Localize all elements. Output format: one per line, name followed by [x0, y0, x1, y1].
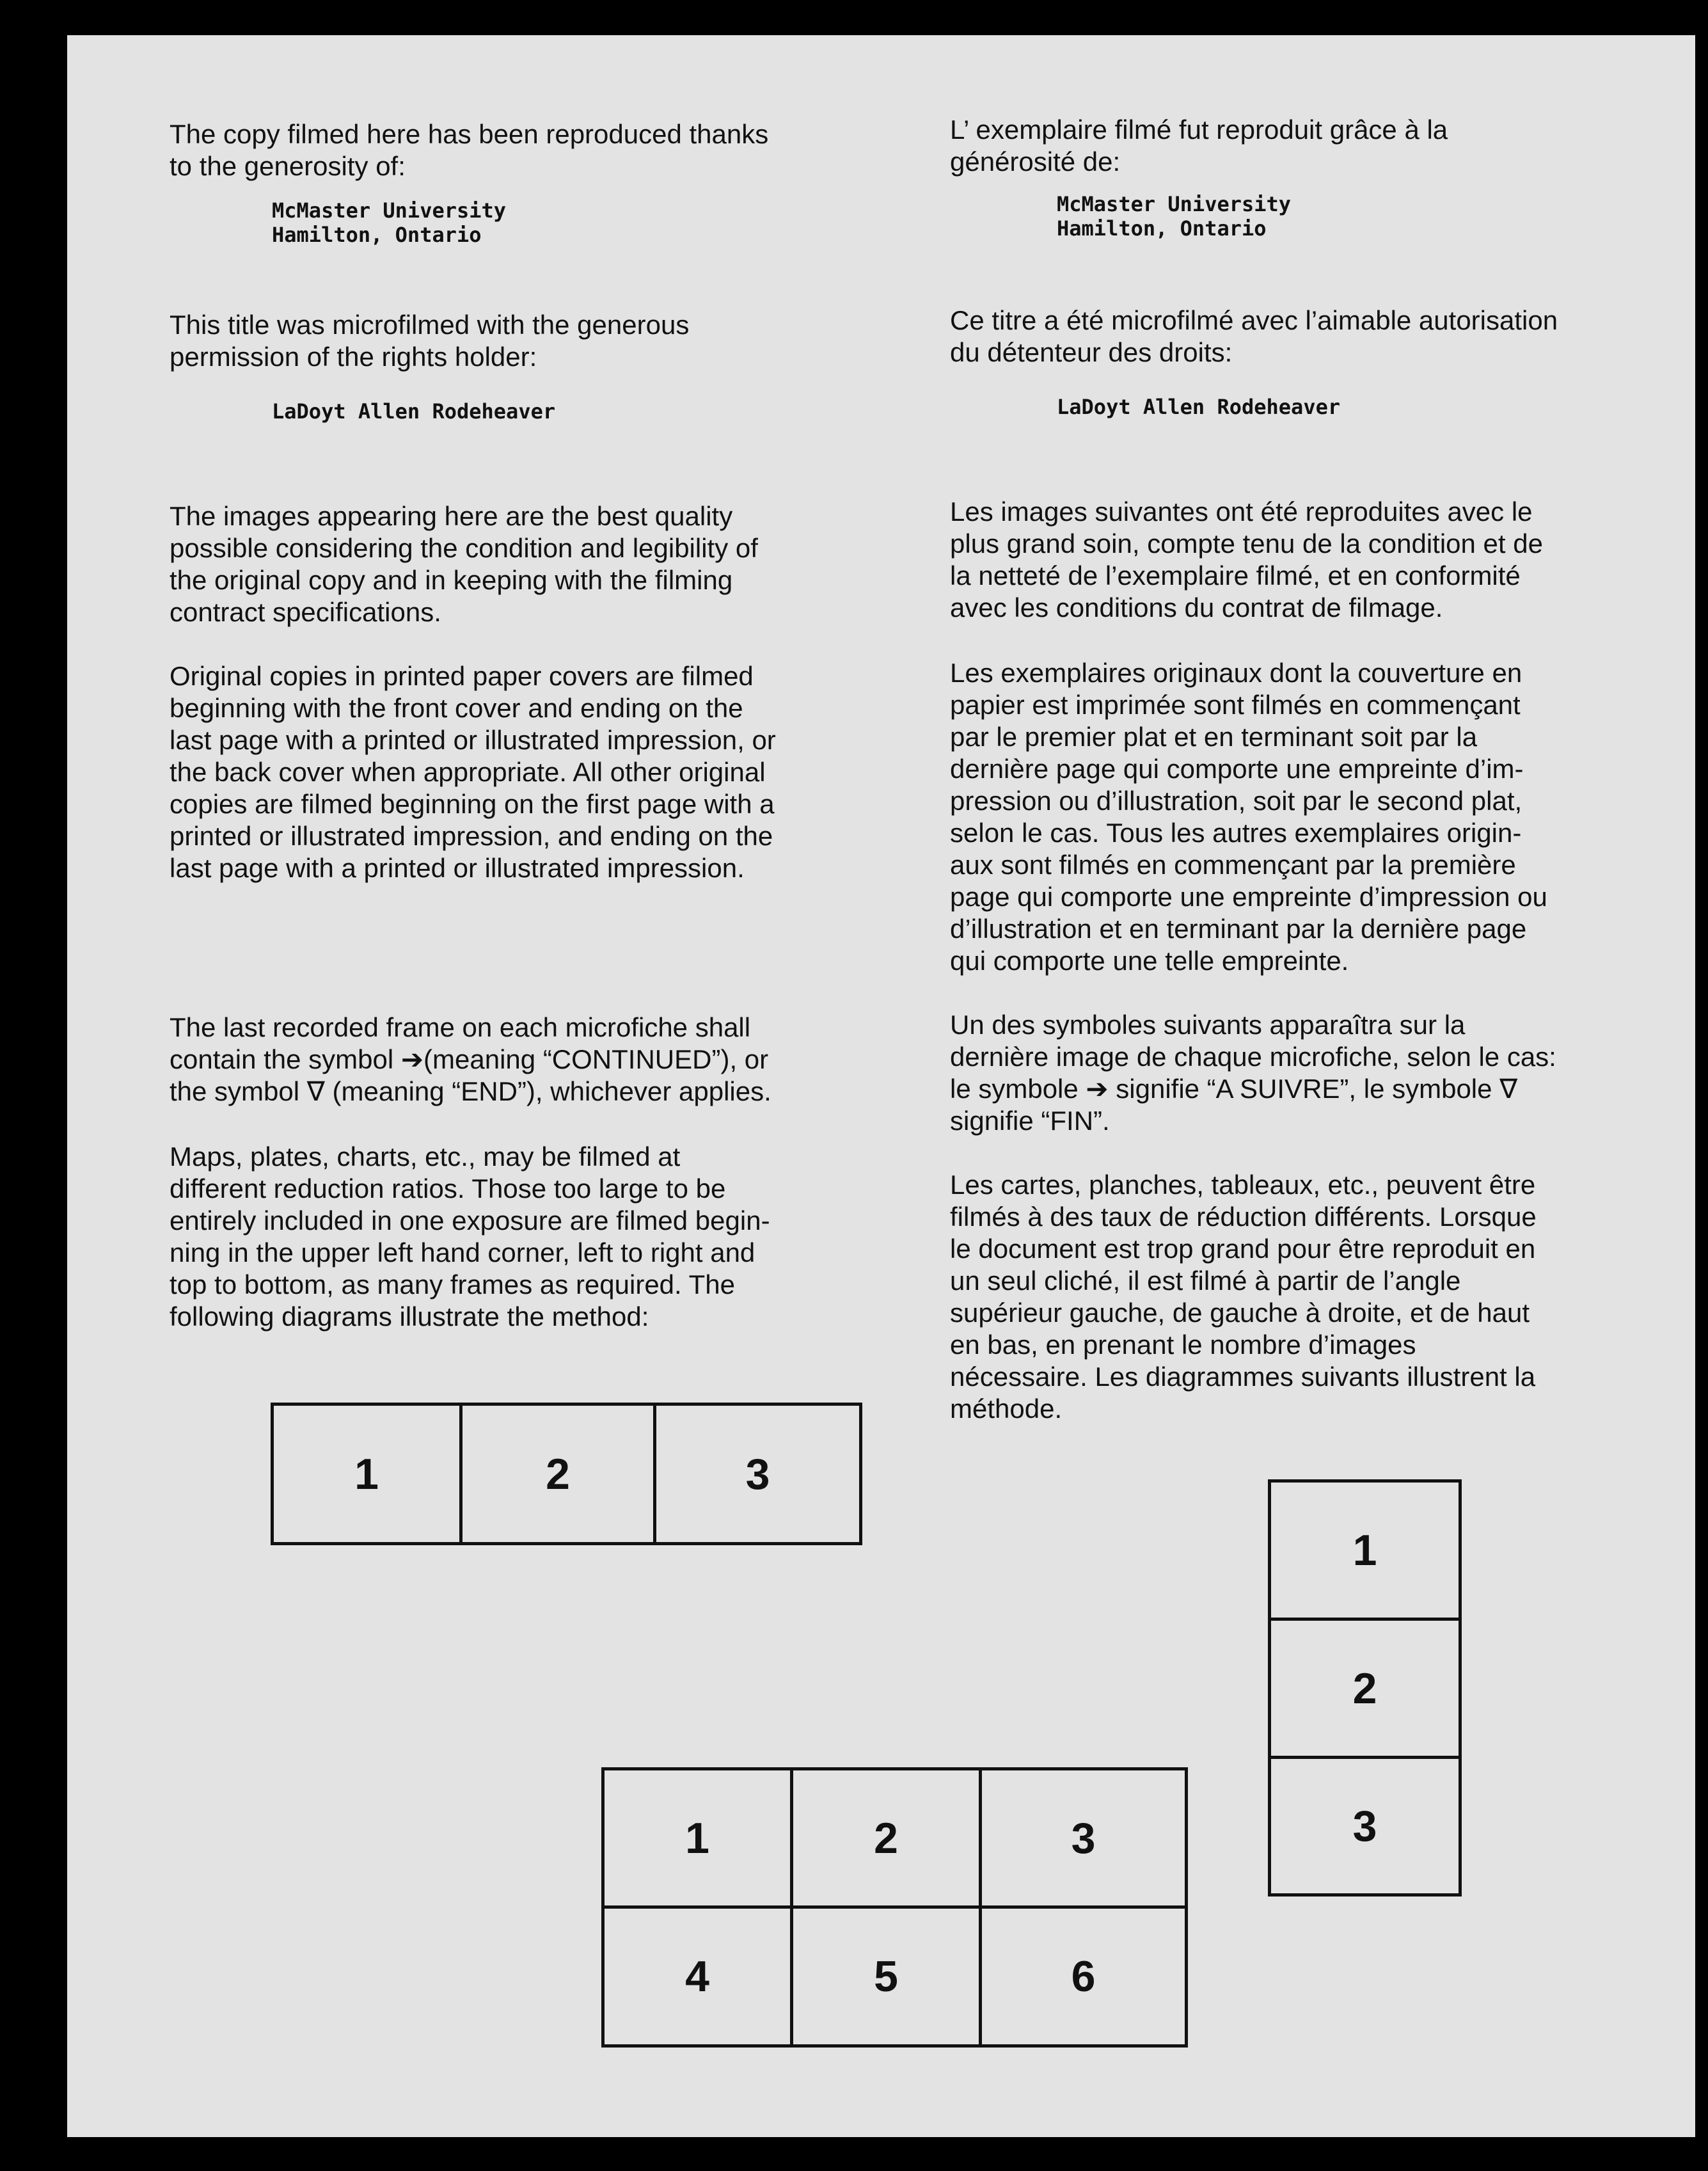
fr-thanks-line: L’ exemplaire filmé fut reproduit grâce à la — [950, 115, 1448, 145]
en-quality-line: the original copy and in keeping with the filming — [170, 565, 733, 595]
fr-quality-paragraph — [950, 496, 1543, 624]
diagram-frame: 3 — [982, 1770, 1188, 1909]
fr-covers-line: pression ou d’illustration, soit par le second plat, — [950, 786, 1522, 816]
fr-institution-city: Hamilton, Ontario — [1057, 216, 1267, 241]
en-covers-line: beginning with the front cover and ending on the — [170, 693, 743, 723]
fr-maps-line: nécessaire. Les diagrammes suivants illustrent la — [950, 1362, 1536, 1392]
fr-maps-line: un seul cliché, il est filmé à partir de l’angle — [950, 1266, 1461, 1296]
fr-covers-paragraph — [950, 657, 1547, 977]
fr-symbols-paragraph — [950, 1009, 1556, 1137]
fr-covers-line: par le premier plat et en terminant soit par la — [950, 722, 1478, 752]
fr-symbols-line: le symbole ➔ signifie “A SUIVRE”, le symbole ∇ — [950, 1074, 1518, 1104]
en-maps-line: entirely included in one exposure are filmed begin- — [170, 1205, 770, 1236]
en-symbols-line: The last recorded frame on each microfiche shall — [170, 1012, 751, 1042]
en-covers-line: last page with a printed or illustrated impression, or — [170, 725, 776, 755]
fr-quality-line: plus grand soin, compte tenu de la condition et de — [950, 529, 1543, 559]
en-institution-city: Hamilton, Ontario — [272, 223, 482, 247]
en-quality-line: possible considering the condition and legibility of — [170, 533, 758, 563]
fr-thanks-line: générosité de: — [950, 147, 1121, 177]
en-covers-line: last page with a printed or illustrated impression. — [170, 853, 745, 883]
fr-covers-line: papier est imprimée sont filmés en commençant — [950, 690, 1521, 720]
en-institution-name: McMaster University — [272, 198, 507, 223]
diagram-horizontal-strip — [271, 1403, 862, 1545]
fr-symbols-line: dernière image de chaque microfiche, selon le cas: — [950, 1042, 1556, 1072]
en-maps-line: ning in the upper left hand corner, left to right and — [170, 1237, 755, 1268]
fr-thanks-text — [950, 114, 1448, 178]
en-permission-line: permission of the rights holder: — [170, 342, 537, 372]
en-symbols-line: contain the symbol ➔(meaning “CONTINUED”), or — [170, 1044, 769, 1074]
fr-maps-line: méthode. — [950, 1394, 1063, 1424]
en-quality-paragraph — [170, 500, 758, 628]
en-institution — [272, 198, 506, 247]
fr-maps-line: en bas, en prenant le nombre d’images — [950, 1330, 1416, 1360]
fr-institution — [1057, 192, 1291, 241]
diagram-frame: 1 — [274, 1406, 463, 1545]
fr-covers-line: Les exemplaires originaux dont la couverture en — [950, 658, 1522, 688]
en-maps-line: top to bottom, as many frames as required. The — [170, 1269, 735, 1300]
en-quality-line: The images appearing here are the best quality — [170, 501, 733, 531]
fr-quality-line: Les images suivantes ont été reproduites avec le — [950, 497, 1533, 527]
en-maps-line: following diagrams illustrate the method: — [170, 1301, 649, 1332]
diagram-frame: 3 — [1271, 1759, 1462, 1897]
fr-symbols-line: Un des symboles suivants apparaîtra sur la — [950, 1010, 1466, 1040]
en-permission-line: This title was microfilmed with the generous — [170, 310, 690, 340]
fr-covers-line: selon le cas. Tous les autres exemplaires origin- — [950, 818, 1522, 848]
fr-symbols-line: signifie “FIN”. — [950, 1106, 1110, 1136]
en-thanks-line: to the generosity of: — [170, 151, 406, 181]
fr-permission-line: du détenteur des droits: — [950, 337, 1233, 367]
diagram-frame: 3 — [656, 1406, 862, 1545]
diagram-vertical-strip — [1268, 1479, 1462, 1897]
diagram-frame: 2 — [463, 1406, 656, 1545]
en-symbols-line: the symbol ∇ (meaning “END”), whichever applies. — [170, 1076, 771, 1106]
fr-covers-line: aux sont filmés en commençant par la première — [950, 850, 1516, 880]
fr-permission-line: Ce titre a été microfilmé avec l’aimable autorisation — [950, 305, 1558, 335]
diagram-frame: 1 — [1271, 1483, 1462, 1621]
fr-covers-line: qui comporte une telle empreinte. — [950, 946, 1349, 976]
diagram-frame: 1 — [605, 1770, 793, 1909]
fr-institution-name: McMaster University — [1057, 192, 1292, 216]
diagram-grid-2x3 — [601, 1767, 1188, 2048]
en-symbols-paragraph — [170, 1012, 771, 1108]
fr-quality-line: avec les conditions du contrat de filmage. — [950, 592, 1443, 623]
en-covers-line: copies are filmed beginning on the first page with a — [170, 789, 775, 819]
fr-covers-line: d’illustration et en terminant par la dernière page — [950, 914, 1527, 944]
fr-maps-line: le document est trop grand pour être reproduit en — [950, 1234, 1536, 1264]
en-covers-line: Original copies in printed paper covers are filmed — [170, 661, 754, 691]
en-permission-text — [170, 309, 689, 373]
en-thanks-text — [170, 118, 768, 182]
en-rights-holder: LaDoyt Allen Rodeheaver — [272, 399, 556, 424]
en-quality-line: contract specifications. — [170, 597, 441, 627]
fr-maps-line: supérieur gauche, de gauche à droite, et de haut — [950, 1298, 1530, 1328]
en-covers-line: printed or illustrated impression, and ending on the — [170, 821, 773, 851]
diagram-frame: 5 — [793, 1909, 982, 2048]
fr-permission-text — [950, 305, 1558, 369]
en-covers-paragraph — [170, 660, 776, 884]
fr-rights-holder: LaDoyt Allen Rodeheaver — [1057, 395, 1341, 419]
fr-maps-line: filmés à des taux de réduction différents. Lorsque — [950, 1202, 1537, 1232]
diagram-frame: 4 — [605, 1909, 793, 2048]
fr-quality-line: la netteté de l’exemplaire filmé, et en conformité — [950, 561, 1521, 591]
en-maps-line: different reduction ratios. Those too large to be — [170, 1173, 726, 1204]
en-thanks-line: The copy filmed here has been reproduced thanks — [170, 119, 769, 149]
en-maps-line: Maps, plates, charts, etc., may be filmed at — [170, 1141, 681, 1172]
diagram-frame: 6 — [982, 1909, 1188, 2048]
en-covers-line: the back cover when appropriate. All other original — [170, 757, 766, 787]
fr-maps-line: Les cartes, planches, tableaux, etc., peuvent être — [950, 1170, 1536, 1200]
en-maps-paragraph — [170, 1141, 770, 1333]
diagram-frame: 2 — [1271, 1621, 1462, 1759]
diagram-frame: 2 — [793, 1770, 982, 1909]
fr-covers-line: dernière page qui comporte une empreinte d’im- — [950, 754, 1524, 784]
fr-maps-paragraph — [950, 1169, 1537, 1425]
fr-covers-line: page qui comporte une empreinte d’impression ou — [950, 882, 1547, 912]
